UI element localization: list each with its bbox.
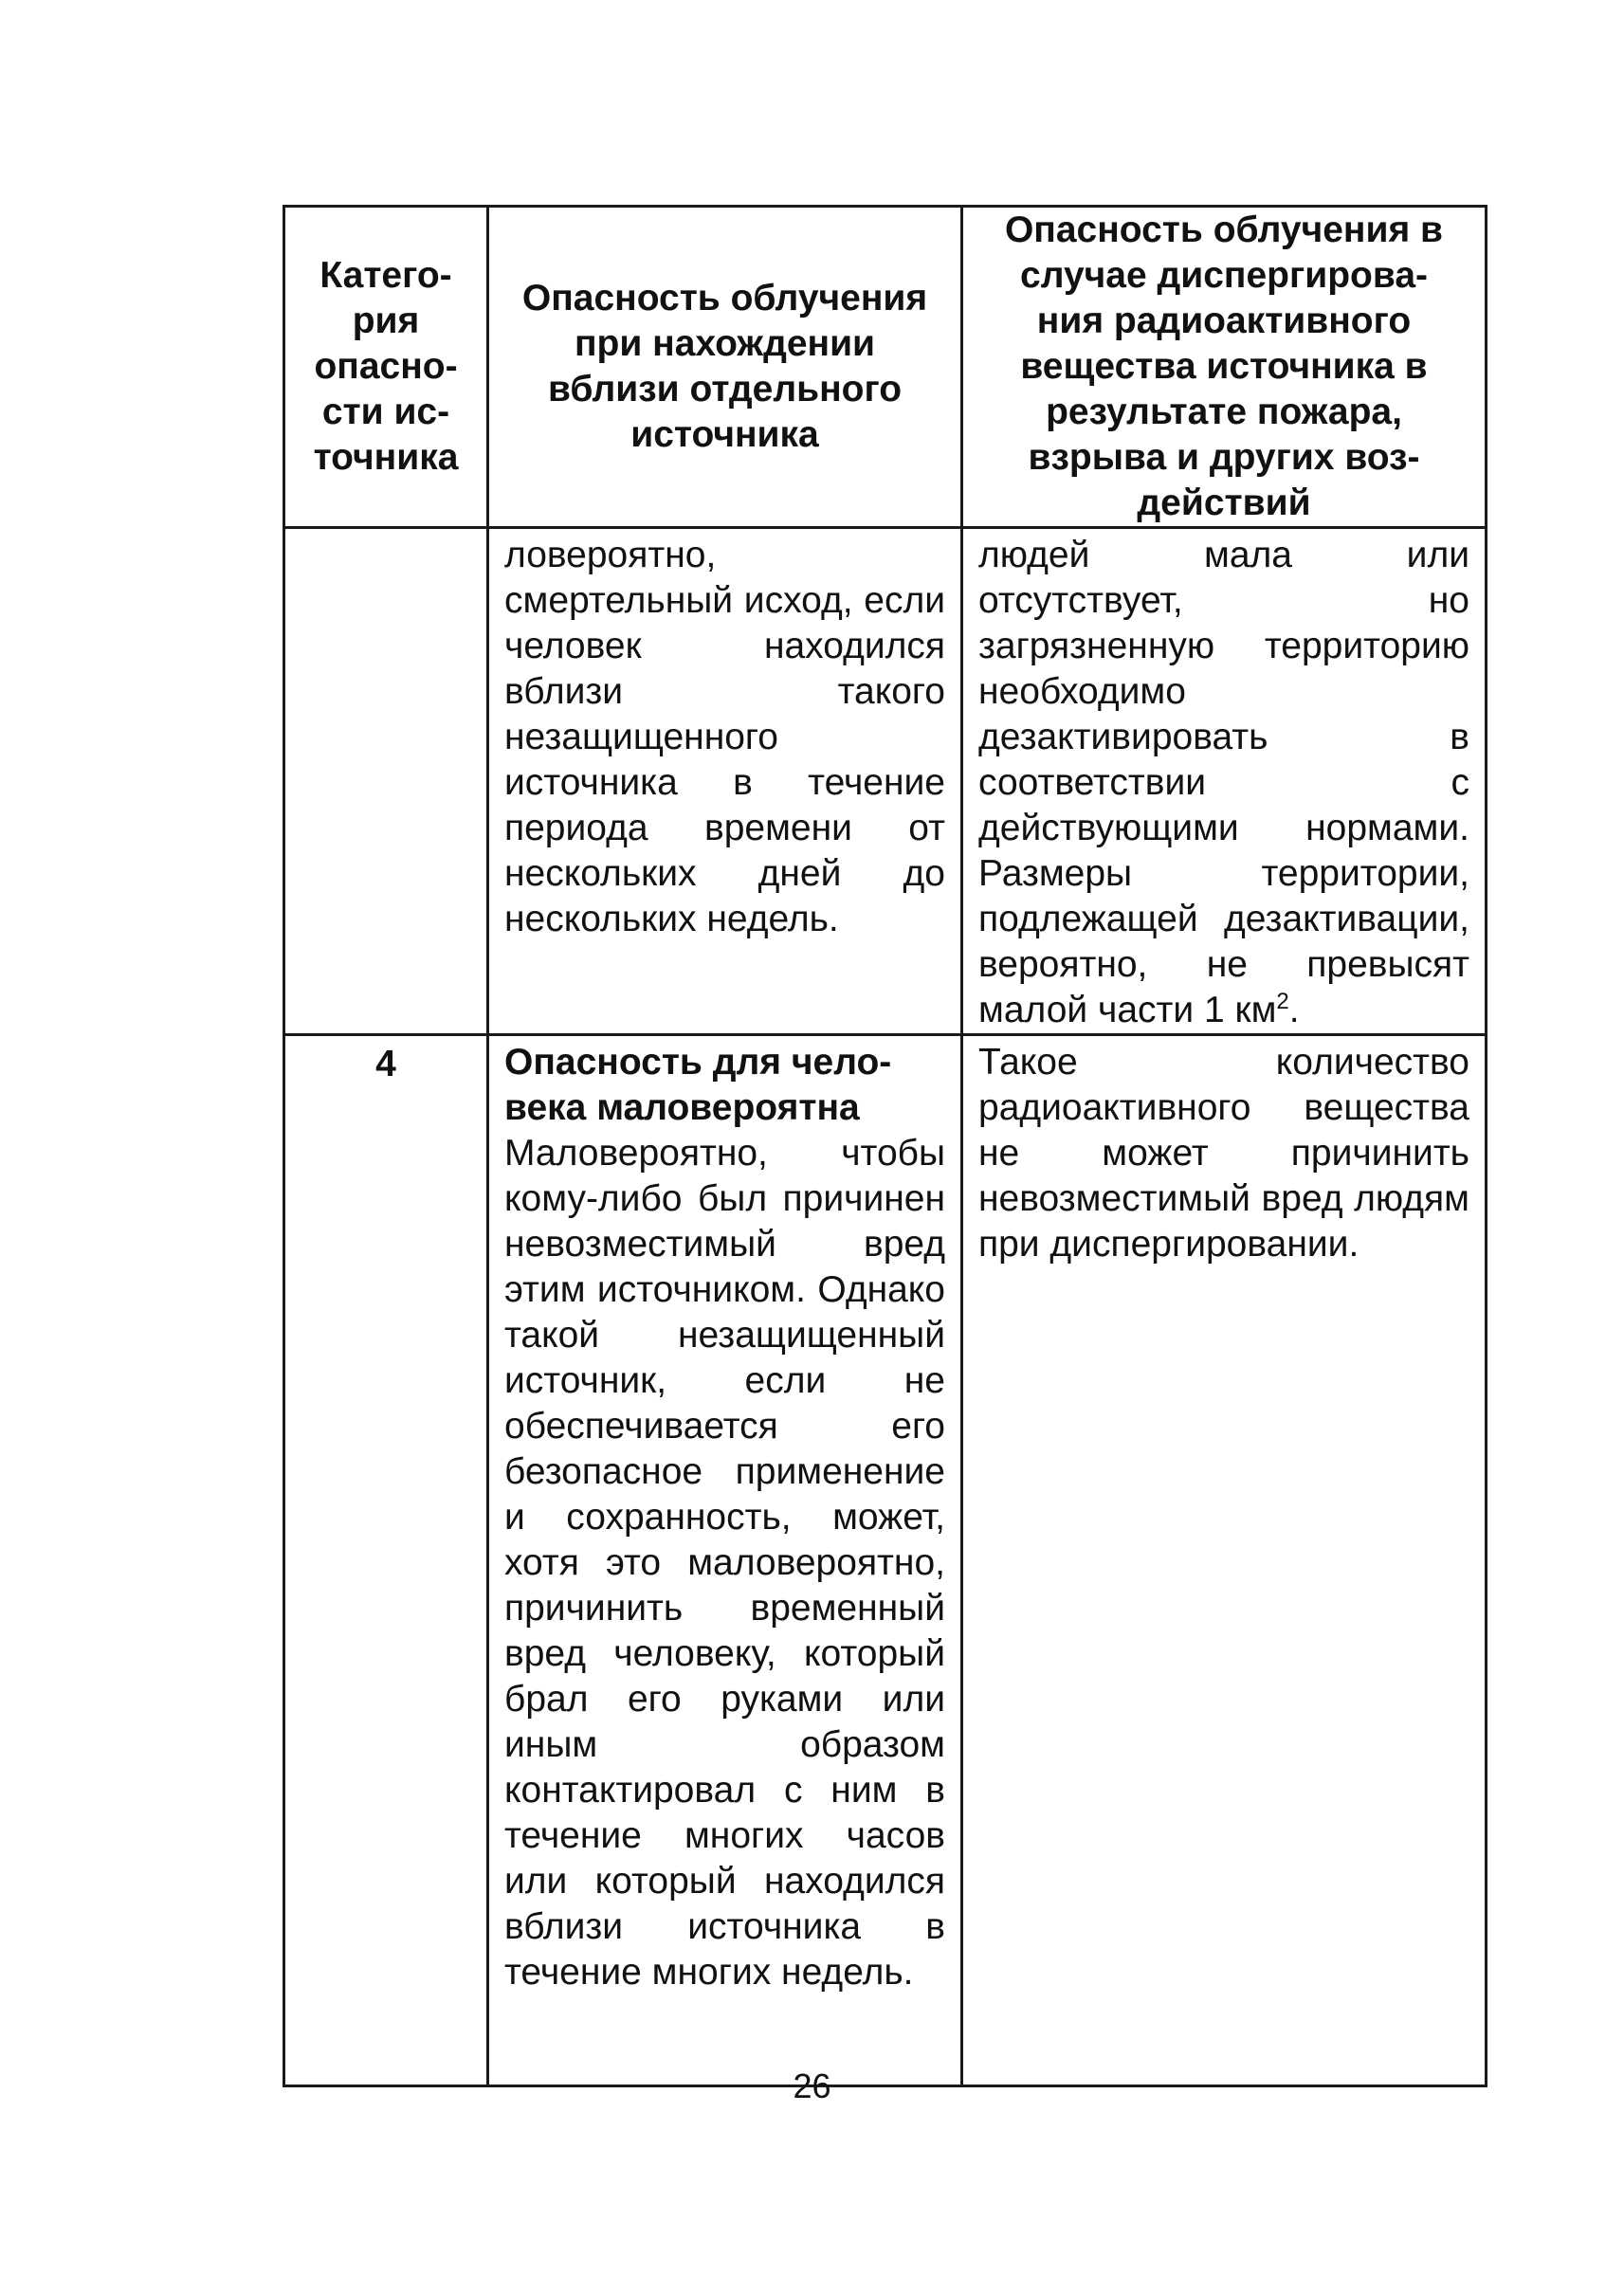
near-source-text: Маловероятно, чтобы кому-либо был причинен невозместимый вред этим источником. Однако такой незащищенный источник, если не обеспечивается его безопасное применение и сохранность, может, хотя это маловероятно, причинить временный вред человеку, который брал его руками или иным образом контактировал с ним в течение многих часов или который находился вблизи источника в течение многих недель.	[504, 1133, 945, 1993]
dispersal-superscript: 2	[1276, 989, 1289, 1014]
cell-category	[284, 1035, 488, 2086]
cell-dispersal	[962, 1035, 1487, 2086]
dispersal-text: Такое количество радиоактивного вещества не может причинить невозместимый вред людям при диспергировании.	[978, 1042, 1469, 1265]
dispersal-end-text: .	[1288, 990, 1300, 1030]
header-dispersal-label: Опасность облучения в случае диспергирова- ния радиоактивного вещества источника в результате пожара, взрыва и других воз- действий	[1004, 209, 1444, 523]
page-number: 26	[793, 2066, 831, 2105]
table-header-row	[284, 207, 1487, 528]
dispersal-main-text: людей мала или отсутствует, но загрязненную территорию необходимо дезактивировать в соответствии с действующими нормами. Размеры территории, подлежащей дезактивации, вероятно, не превысят малой части 1 км	[978, 535, 1469, 1030]
header-near-source-label: Опасность облучения при нахождении вблизи отдельного источника	[521, 278, 928, 455]
cell-category	[284, 528, 488, 1035]
near-source-text: ловероятно, смертельный исход, если человек находился вблизи такого незащищенного источника в течение периода времени от нескольких дней до нескольких недель.	[504, 535, 945, 939]
cell-near-source	[488, 1035, 962, 2086]
category-value: 4	[375, 1044, 396, 1084]
table-row	[284, 1035, 1487, 2086]
near-source-title: Опасность для чело- века маловероятна	[504, 1042, 892, 1128]
header-category	[284, 207, 488, 528]
cell-near-source	[488, 528, 962, 1035]
near-source-content	[489, 1036, 960, 1995]
category-value	[285, 529, 486, 535]
table-row	[284, 528, 1487, 1035]
header-dispersal	[962, 207, 1487, 528]
header-category-label: Катего- рия опасно- сти ис- точника	[313, 255, 459, 478]
cell-dispersal	[962, 528, 1487, 1035]
dispersal-text	[963, 529, 1485, 1033]
header-near-source	[488, 207, 962, 528]
hazard-category-table	[283, 205, 1487, 2087]
